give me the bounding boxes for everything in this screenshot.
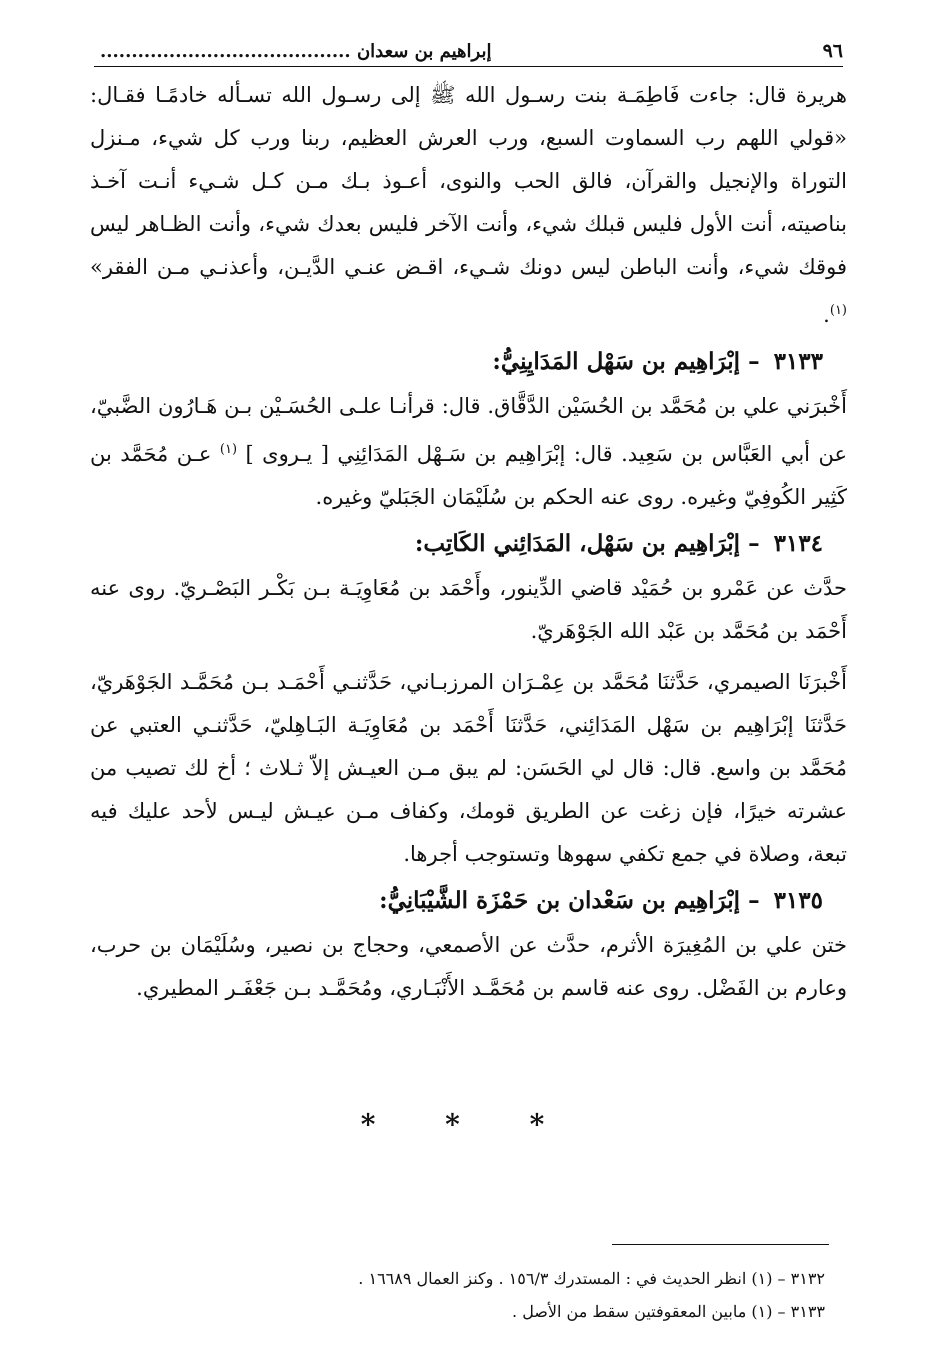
body-text (90, 74, 847, 1010)
footnotes (94, 1262, 825, 1328)
entry-text-continued: عـن مُحَمَّد بن كَثِير الكُوفِيّ وغيره. روى عنه الحكم بن سُلَيْمَان الجَبَليّ وغيره. (90, 442, 847, 509)
entry-heading-3134 (90, 521, 823, 567)
section-separator: * * * (360, 1108, 575, 1141)
entry-paragraph (90, 567, 847, 653)
footnote-ref: (١) (829, 303, 847, 318)
entry-text: أَخْبرَنَا الصيمري، حَدَّثنَا مُحَمَّد بن عِمْـرَان المرزبـاني، حَدَّثنـي أَحْمَـد بـن مُحَمَّـد الجَوْهَريّ، حَدَّثنَا إبْرَاهِيم بن سَهْل المَدَائِني، حَدَّثنَا أَحْمَد بن مُعَاوِيَـة البَـاهِليّ، حَدَّثنـي العتبي عن مُحَمَّد بن واسع. قال: قال لي الحَسَن: لم يبق مـن العيـش إلاّ ثـلاث ؛ أخ لك تصيب من عشرته خيرًا، فإن زغت عن الطريق قومك، وكفاف مـن عيـش ليـس لأحد عليك فيه تبعة، وصلاة في جمع تكفي سهوها وتستوجب أجرها. (90, 670, 847, 866)
entry-heading-3133 (90, 339, 823, 385)
header-dots: ........................................ (100, 41, 351, 62)
intro-paragraph (90, 74, 847, 337)
entry-name: إبْرَاهِيم بن سَعْدان بن حَمْزَة الشَّيْبَانِيُّ: (379, 887, 741, 914)
intro-end: . (823, 303, 830, 327)
footnote-ref: (١) (219, 442, 238, 457)
entry-dash: – (748, 887, 760, 914)
paragraph-gap (90, 653, 847, 661)
entry-dash: – (748, 530, 760, 557)
entry-dash: – (748, 348, 760, 375)
footnote-1: ٣١٣٢ – (١) انظر الحديث في : المستدرك ١٥٦/٣ . وكنز العمال ١٦٦٨٩ . (358, 1269, 825, 1288)
entry-paragraph (90, 385, 847, 519)
entry-heading-3135 (90, 878, 823, 924)
running-title: إبراهيم بن سعدان (356, 41, 492, 62)
entry-text: حدَّث عن عَمْرو بن حُمَيْد قاضي الدِّينور، وأَحْمَد بن مُعَاوِيَـة بـن بَكْـر البَصْـريّ. روى عنه أَحْمَد بن مُحَمَّد بن عَبْد الله الجَوْهَريّ. (90, 576, 847, 643)
running-title-wrap (94, 41, 491, 62)
page-number: ٩٦ (822, 40, 843, 62)
entry-paragraph (90, 661, 847, 876)
footnote-rule (612, 1244, 829, 1245)
entry-number: ٣١٣٤ (773, 530, 823, 557)
page-header (94, 32, 843, 67)
entry-number: ٣١٣٥ (773, 887, 823, 914)
footnote-2: ٣١٣٣ – (١) مابين المعقوفتين سقط من الأصل . (512, 1302, 825, 1321)
intro-text: هريرة قال: جاءت فَاطِمَـة بنت رسـول الله ﷺ إلى رسـول الله تسـأله خادمًـا فقـال: «قولي اللهم رب السماوت السبع، ورب العرش العظيم، ربنا ورب كل شيء، مـنزل التوراة والإنجيل والقرآن، فالق الحب والنوى، أعـوذ بـك مـن كـل شـيء أنـت آخـذ بناصيته، أنت الأول فليس قبلك شيء، وأنت الآخر فليس بعدك شيء، وأنت الظـاهر ليس فوقك شيء، وأنت الباطن ليس دونك شـيء، اقـض عنـي الدَّيـن، وأعذنـي مـن الفقر» (90, 83, 847, 279)
entry-number: ٣١٣٣ (773, 348, 823, 375)
entry-text: ختن علي بن المُغِيرَة الأثرم، حدَّث عن الأصمعي، وحجاج بن نصير، وسُلَيْمَان بن حرب، وعارم بن الفَضْل. روى عنه قاسم بن مُحَمَّـد الأَنْبَـاري، ومُحَمَّـد بـن جَعْفَـر المطيري. (90, 933, 847, 1000)
entry-name: إبْرَاهِيم بن سَهْل، المَدَائِني الكَاتِب: (414, 530, 741, 557)
entry-paragraph (90, 924, 847, 1010)
entry-name: إبْرَاهِيم بن سَهْل المَدَايِنِيُّ: (492, 348, 741, 375)
entry-text: أَخْبرَني علي بن مُحَمَّد بن الحُسَيْن الدَّقَّاق. قال: قرأنـا علـى الحُسَـيْن بـن هَـارُون الضَّبيّ، عن أبي العَبَّاس بن سَعِيد. قال: إبْرَاهِيم بن سَـهْل المَدَائِنِي [ يـروى ] (90, 394, 847, 466)
